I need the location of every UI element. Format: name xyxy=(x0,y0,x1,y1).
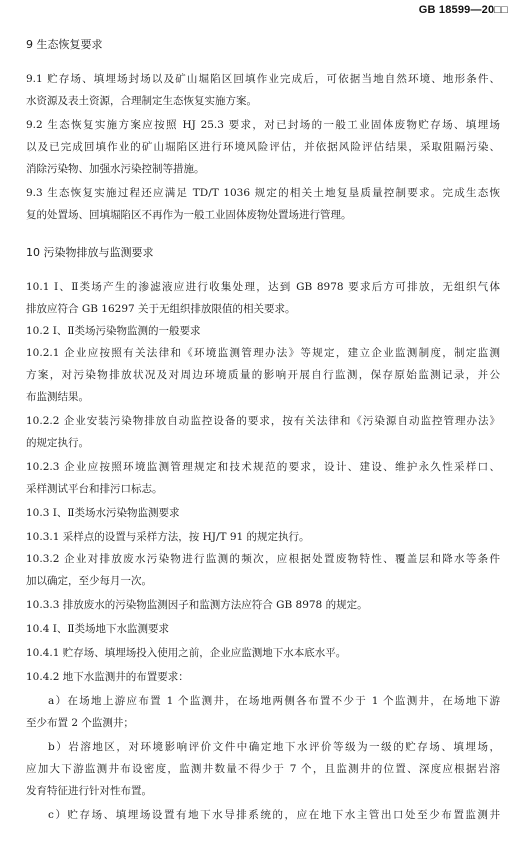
paragraph-line: 的规定执行。 xyxy=(26,437,89,449)
paragraph-line: a）在场地上游应布置 1 个监测井，在场地两侧各布置不少于 1 个监测井，在场地下游 xyxy=(48,695,500,707)
paragraph-line: 复的处置场、回填堀陷区不再作为一般工业固体废物处置场进行管理。 xyxy=(26,209,352,221)
paragraph-10-2-2 xyxy=(26,410,500,454)
paragraph-10-2-1 xyxy=(26,342,500,408)
heading-10-2: 10.2 Ⅰ、Ⅱ类场污染物监测的一般要求 xyxy=(26,325,201,337)
paragraph-line: 采样测试平台和排污口标志。 xyxy=(26,483,163,495)
paragraph-10-4-1: 10.4.1 贮存场、填埋场投入使用之前，企业应监测地下水本底水平。 xyxy=(26,647,347,659)
paragraph-line: 消除污染物、加强水污染控制等措施。 xyxy=(26,163,205,175)
heading-10-3: 10.3 Ⅰ、Ⅱ类场水污染物监测要求 xyxy=(26,507,180,519)
paragraph-line: 应加大下游监测井布设密度，监测井数量不得少于 7 个，且监测井的位置、深度应根据岩溶 xyxy=(26,763,500,775)
paragraph-line: 排放应符合 GB 16297 关于无组织排放限值的相关要求。 xyxy=(26,303,296,315)
paragraph-10-2-3 xyxy=(26,456,500,500)
paragraph-line: 10.2.1 企业应按照有关法律和《环境监测管理办法》等规定，建立企业监测制度，制定监测 xyxy=(26,347,500,359)
list-item-c xyxy=(26,804,500,826)
paragraph-10-3-1: 10.3.1 采样点的设置与采样方法，按 HJ/T 91 的规定执行。 xyxy=(26,531,310,543)
paragraph-line: c）贮存场、填埋场设置有地下水导排系统的，应在地下水主管出口处至少布置监测井 xyxy=(48,809,500,821)
paragraph-10-3-2 xyxy=(26,548,500,592)
paragraph-line: 9.1 贮存场、填埋场封场以及矿山堀陷区回填作业完成后，可依据当地自然环境、地形条件、 xyxy=(26,73,500,85)
paragraph-line: 水资源及表土资源，合理制定生态恢复实施方案。 xyxy=(26,95,257,107)
list-item-a xyxy=(26,690,500,734)
list-item-b xyxy=(26,736,500,802)
paragraph-line: 9.2 生态恢复实施方案应按照 HJ 25.3 要求，对已封场的一般工业固体废物贮存场、填埋场 xyxy=(26,119,500,131)
paragraph-line: 方案，对污染物排放状况及对周边环境质量的影响开展自行监测，保存原始监测记录，并公 xyxy=(26,369,500,381)
paragraph-line: 10.2.2 企业安装污染物排放自动监控设备的要求，按有关法律和《污染源自动监控管理办法》 xyxy=(26,415,500,427)
paragraph-9-1 xyxy=(26,68,500,112)
paragraph-line: 加以确定，至少每月一次。 xyxy=(26,575,152,587)
paragraph-line: 9.3 生态恢复实施过程还应满足 TD/T 1036 规定的相关土地复垦质量控制要求。完成生态恢 xyxy=(26,187,500,199)
paragraph-9-2 xyxy=(26,114,500,180)
paragraph-line: 10.3.2 企业对排放废水污染物进行监测的频次，应根据处置废物特性、覆盖层和降水等条件 xyxy=(26,553,500,565)
paragraph-10-4-2: 10.4.2 地下水监测井的布置要求： xyxy=(26,671,189,683)
standard-code-header: GB 18599—20□□ xyxy=(418,4,508,16)
paragraph-line: 10.1 Ⅰ、Ⅱ类场产生的渗滤液应进行收集处理，达到 GB 8978 要求后方可排放，无组织气体 xyxy=(26,281,500,293)
paragraph-10-3-3: 10.3.3 排放废水的污染物监测因子和监测方法应符合 GB 8978 的规定。 xyxy=(26,599,368,611)
paragraph-line: 至少布置 2 个监测井； xyxy=(26,717,134,729)
paragraph-line: 布监测结果。 xyxy=(26,391,89,403)
paragraph-line: 以及已完成回填作业的矿山堀陷区进行环境风险评估，并依据风险评估结果，采取阻隔污染、 xyxy=(26,141,500,153)
paragraph-line: 发育特征进行针对性布置。 xyxy=(26,785,152,797)
section-10-title: 10 污染物排放与监测要求 xyxy=(26,246,154,259)
heading-10-4: 10.4 Ⅰ、Ⅱ类场地下水监测要求 xyxy=(26,623,170,635)
paragraph-10-1 xyxy=(26,276,500,320)
paragraph-9-3 xyxy=(26,182,500,226)
section-9-title: 9 生态恢复要求 xyxy=(26,38,103,51)
paragraph-line: b）岩溶地区，对环境影响评价文件中确定地下水评价等级为一级的贮存场、填埋场， xyxy=(48,741,500,753)
paragraph-line: 10.2.3 企业应按照环境监测管理规定和技术规范的要求，设计、建设、维护永久性采样口、 xyxy=(26,461,500,473)
